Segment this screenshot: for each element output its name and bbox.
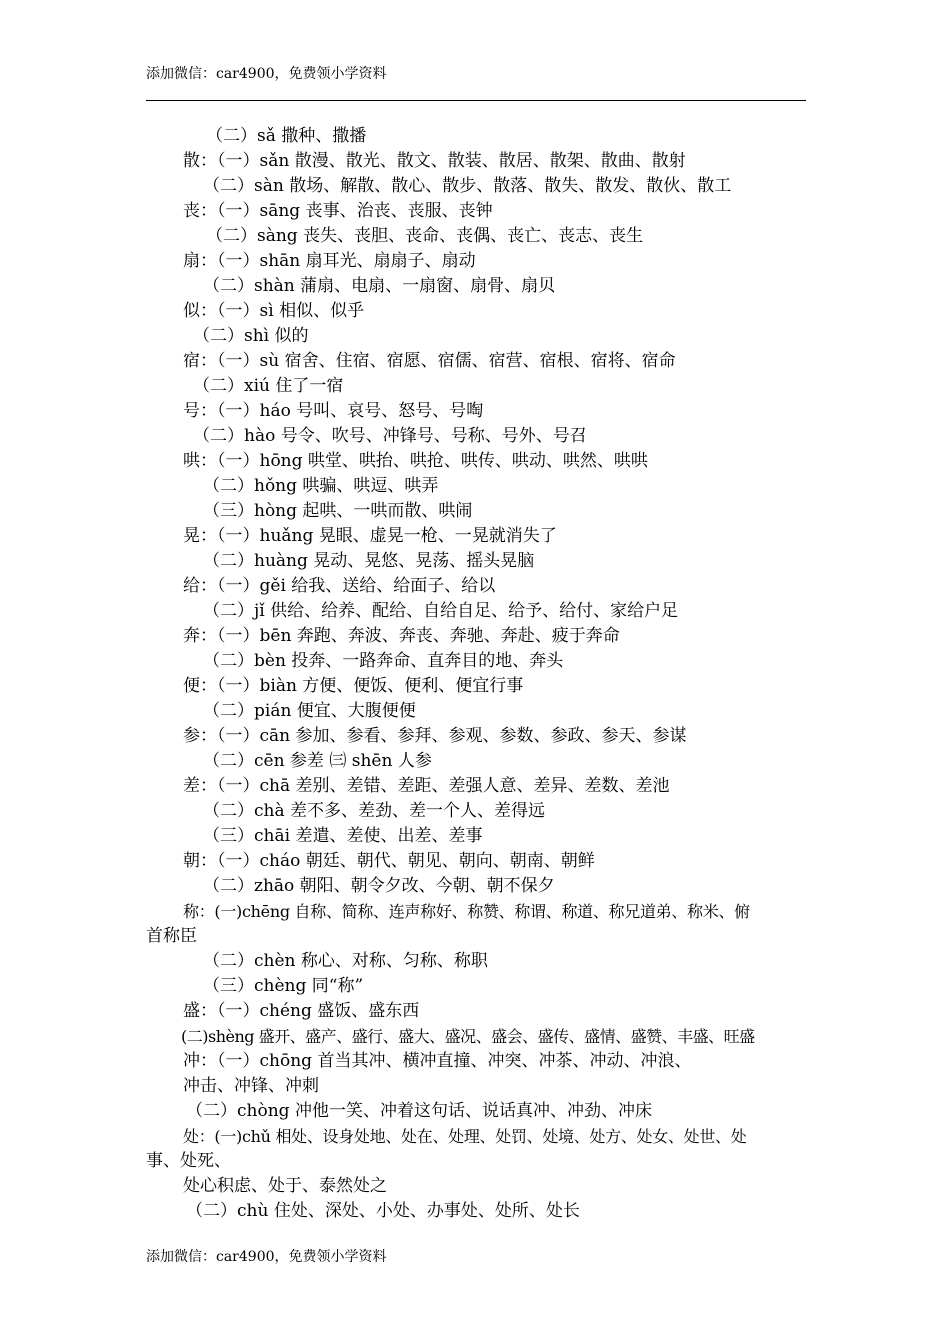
text-line: （二）pián 便宜、大腹便便 — [203, 701, 416, 721]
text-line: 参：（一）cān 参加、参看、参拜、参观、参数、参政、参天、参谋 — [183, 726, 687, 746]
text-line: 宿：（一）sù 宿舍、住宿、宿愿、宿儒、宿营、宿根、宿将、宿命 — [183, 351, 676, 371]
text-line: （二）chòng 冲他一笑、冲着这句话、说话真冲、冲劲、冲床 — [186, 1101, 652, 1121]
text-line: （二）bèn 投奔、一路奔命、直奔目的地、奔头 — [203, 651, 564, 671]
text-line: 处：(一)chǔ 相处、设身处地、处在、处理、处罚、处境、处方、处女、处世、处 — [183, 1127, 747, 1146]
text-line: （二）hào 号令、吹号、冲锋号、号称、号外、号召 — [193, 426, 587, 446]
text-line: （二）hǒng 哄骗、哄逗、哄弄 — [203, 476, 439, 496]
page-header: 添加微信：car4900，免费领小学资料 — [146, 66, 387, 82]
text-line: （二）cēn 参差 ㈢ shēn 人参 — [203, 751, 432, 771]
text-line: （三）chèng 同“称” — [203, 976, 364, 996]
text-line: （二）chèn 称心、对称、匀称、称职 — [203, 951, 488, 971]
text-line: 号：（一）háo 号叫、哀号、怒号、号啕 — [183, 401, 484, 421]
text-line: 哄：（一）hōng 哄堂、哄抬、哄抢、哄传、哄动、哄然、哄哄 — [183, 451, 648, 471]
text-line: (二)shèng 盛开、盛产、盛行、盛大、盛况、盛会、盛传、盛情、盛赞、丰盛、旺盛 — [181, 1027, 755, 1046]
text-line: 冲击、冲锋、冲刺 — [183, 1076, 319, 1096]
text-line: （二）jǐ 供给、给养、配给、自给自足、给予、给付、家给户足 — [203, 601, 679, 621]
text-line: （二）xiú 住了一宿 — [193, 376, 344, 396]
text-line: 首称臣 — [146, 926, 197, 946]
text-line: （二）sàng 丧失、丧胆、丧命、丧偶、丧亡、丧志、丧生 — [206, 226, 644, 246]
text-line: 盛：（一）chéng 盛饭、盛东西 — [183, 1001, 420, 1021]
text-line: （二）sàn 散场、解散、散心、散步、散落、散失、散发、散伙、散工 — [203, 176, 732, 196]
text-line: （三）chāi 差遣、差使、出差、差事 — [203, 826, 483, 846]
text-line: 朝：（一）cháo 朝廷、朝代、朝见、朝向、朝南、朝鲜 — [183, 851, 595, 871]
text-line: 晃：（一）huǎng 晃眼、虚晃一枪、一晃就消失了 — [183, 526, 557, 546]
text-line: 处心积虑、处于、泰然处之 — [183, 1176, 387, 1196]
text-line: （二）zhāo 朝阳、朝令夕改、今朝、朝不保夕 — [203, 876, 555, 896]
text-line: 冲：（一）chōng 首当其冲、横冲直撞、冲突、冲茶、冲动、冲浪、 — [183, 1051, 692, 1071]
text-line: （三）hòng 起哄、一哄而散、哄闹 — [203, 501, 473, 521]
text-line: （二）huàng 晃动、晃悠、晃荡、摇头晃脑 — [203, 551, 535, 571]
text-line: 似：（一）sì 相似、似乎 — [183, 301, 365, 321]
text-line: （二）chà 差不多、差劲、差一个人、差得远 — [203, 801, 546, 821]
page-footer: 添加微信：car4900，免费领小学资料 — [146, 1249, 387, 1265]
text-line: （二）shì 似的 — [193, 326, 309, 346]
text-line: 给：（一）gěi 给我、送给、给面子、给以 — [183, 576, 496, 596]
text-line: 扇：（一）shān 扇耳光、扇扇子、扇动 — [183, 251, 476, 271]
text-line: 丧：（一）sāng 丧事、治丧、丧服、丧钟 — [183, 201, 493, 221]
text-line: （二）chù 住处、深处、小处、办事处、处所、处长 — [186, 1201, 580, 1221]
text-line: （二）sǎ 撒种、撒播 — [206, 126, 367, 146]
text-line: 差：（一）chā 差别、差错、差距、差强人意、差异、差数、差池 — [183, 776, 670, 796]
text-line: 事、处死、 — [146, 1151, 231, 1171]
text-line: 便：（一）biàn 方便、便饭、便利、便宜行事 — [183, 676, 524, 696]
text-line: （二）shàn 蒲扇、电扇、一扇窗、扇骨、扇贝 — [203, 276, 556, 296]
header-rule — [146, 100, 806, 101]
text-line: 称：(一)chēng 自称、简称、连声称好、称赞、称谓、称道、称兄道弟、称米、俯 — [183, 902, 750, 921]
text-line: 散：（一）sǎn 散漫、散光、散文、散装、散居、散架、散曲、散射 — [183, 151, 686, 171]
text-line: 奔：（一）bēn 奔跑、奔波、奔丧、奔驰、奔赴、疲于奔命 — [183, 626, 620, 646]
